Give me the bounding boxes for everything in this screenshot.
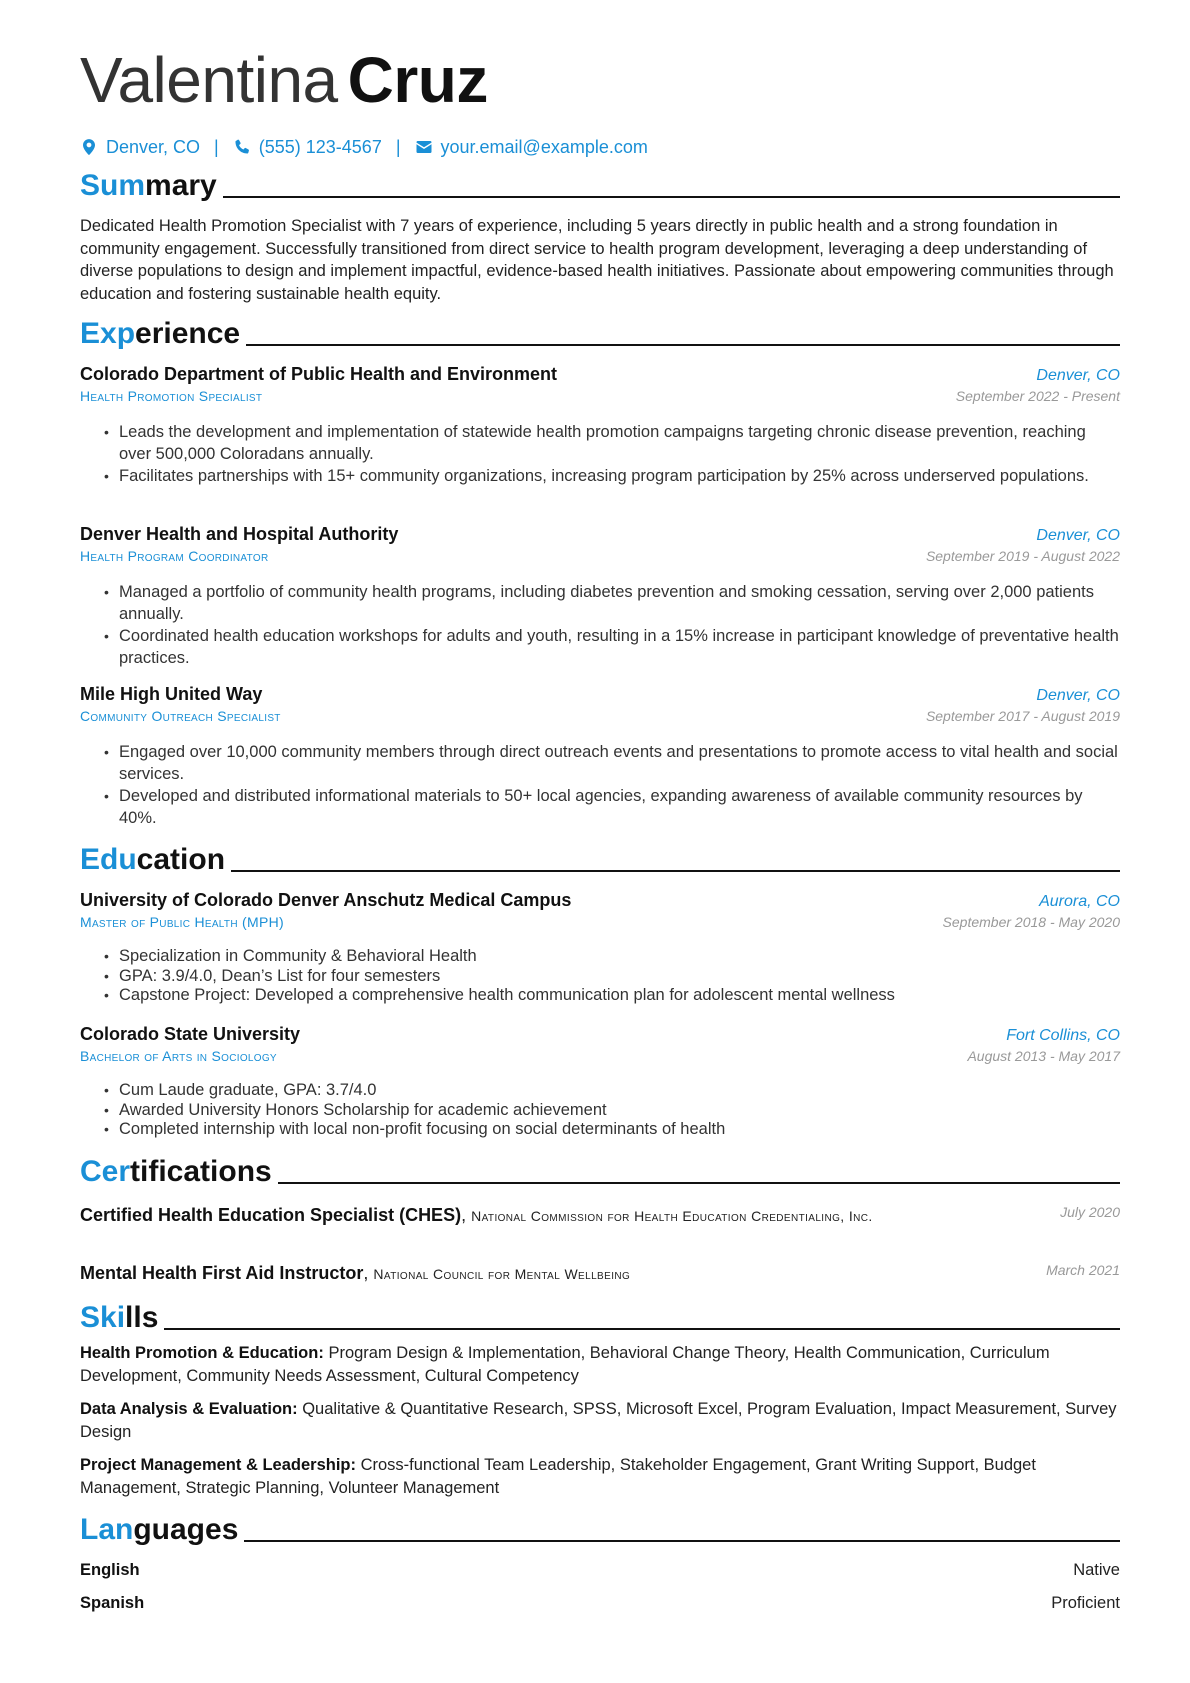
phone-icon (233, 138, 251, 156)
education-entry (80, 1024, 1120, 1140)
section-divider (278, 1182, 1120, 1184)
skill-category: Project Management & Leadership: (80, 1456, 356, 1474)
section-divider (164, 1328, 1120, 1330)
bullet-item: • Leads the development and implementation of statewide health promotion campaigns targeting chronic disease prevention, reaching over 500,000 Coloradans annually. (80, 421, 1120, 465)
skill-group (80, 1342, 1120, 1387)
candidate-name (80, 36, 488, 124)
section-title-summary (80, 164, 1120, 204)
language-level: Native (1073, 1561, 1120, 1579)
institution-name: University of Colorado Denver Anschutz Medical Campus (80, 890, 572, 910)
location-text: Denver, CO (106, 136, 201, 157)
phone-text: (555) 123-4567 (258, 136, 382, 157)
title-rest: guages (133, 1513, 239, 1546)
contact-location (80, 137, 200, 158)
organization-name: Colorado Department of Public Health and Environment (80, 364, 558, 384)
section-divider (223, 196, 1120, 198)
email-link: your.email@example.com (440, 136, 648, 157)
first-name: Valentina (80, 44, 338, 116)
entry-dates: September 2017 - August 2019 (925, 708, 1120, 724)
section-divider (246, 344, 1120, 346)
certification-date: March 2021 (1046, 1262, 1120, 1278)
certification-name: Mental Health First Aid Instructor (80, 1263, 364, 1283)
bullet-item: • Engaged over 10,000 community members through direct outreach events and presentations to promote access to vital health and social services. (80, 741, 1120, 785)
contact-separator: | (395, 136, 401, 157)
bullet-item: • Specialization in Community & Behavioral Health (80, 947, 1120, 967)
certification-entry (80, 1204, 1120, 1227)
section-title-certifications (80, 1150, 1120, 1190)
degree-title: Master of Public Health (MPH) (80, 914, 284, 930)
title-rest: mary (145, 169, 217, 202)
bullet-item: • Coordinated health education workshops for adults and youth, resulting in a 15% increase in participant knowledge of preventative health practices. (80, 625, 1120, 669)
skill-list: Cross-functional Team Leadership, Stakeholder Engagement, Grant Writing Support, Budget Management, Strategic Planning, Volunteer Management (80, 1456, 1036, 1497)
experience-entry (80, 524, 1120, 669)
bullet-item: • Completed internship with local non-profit focusing on social determinants of health (80, 1120, 1120, 1140)
section-divider (244, 1540, 1120, 1542)
entry-location: Denver, CO (1036, 367, 1120, 384)
section-title-skills (80, 1296, 1120, 1336)
section-title-experience (80, 312, 1120, 352)
skill-list: Program Design & Implementation, Behavioral Change Theory, Health Communication, Curriculum Development, Community Needs Assessment, Cultural Competency (80, 1344, 1050, 1385)
organization-name: Denver Health and Hospital Authority (80, 524, 399, 544)
section-divider (231, 870, 1120, 872)
language-name: Spanish (80, 1594, 145, 1612)
title-accent: Exp (80, 317, 136, 350)
certification-name: Certified Health Education Specialist (CHES) (80, 1205, 462, 1225)
bullet-item: • Cum Laude graduate, GPA: 3.7/4.0 (80, 1081, 1120, 1101)
bullet-item: • GPA: 3.9/4.0, Dean’s List for four semesters (80, 967, 1120, 987)
skill-group (80, 1398, 1120, 1443)
title-rest: lls (125, 1301, 159, 1334)
institution-name: Colorado State University (80, 1024, 301, 1044)
contact-email[interactable] (415, 137, 648, 158)
bullet-list (80, 421, 1120, 487)
bullet-item: • Facilitates partnerships with 15+ community organizations, increasing program participation by 25% across underserved populations. (80, 465, 1120, 487)
language-name: English (80, 1561, 140, 1579)
education-entry (80, 890, 1120, 1006)
title-accent: Lan (80, 1513, 134, 1546)
degree-title: Bachelor of Arts in Sociology (80, 1048, 277, 1064)
bullet-item: • Awarded University Honors Scholarship for academic achievement (80, 1101, 1120, 1121)
title-accent: Sum (80, 169, 146, 202)
title-accent: Ski (80, 1301, 126, 1334)
skill-group (80, 1454, 1120, 1499)
comma: , (461, 1205, 472, 1225)
title-rest: tifications (130, 1155, 272, 1188)
certification-date: July 2020 (1060, 1204, 1120, 1220)
language-level: Proficient (1051, 1594, 1120, 1612)
entry-dates: September 2018 - May 2020 (942, 914, 1120, 930)
summary-text: Dedicated Health Promotion Specialist with 7 years of experience, including 5 years directly in public health and a strong foundation in community engagement. Successfully transitioned from direct service to health program development, leveraging a deep understanding of diverse populations to design and implement impactful, evidence-based health initiatives. Passionate about empowering communities through education and fostering sustainable health equity. (80, 217, 1114, 303)
job-title: Health Program Coordinator (80, 548, 269, 564)
entry-dates: August 2013 - May 2017 (967, 1048, 1120, 1064)
experience-entry (80, 684, 1120, 829)
section-title-languages (80, 1508, 1120, 1548)
title-rest: cation (136, 843, 226, 876)
skill-category: Health Promotion & Education: (80, 1344, 324, 1362)
comma: , (363, 1263, 374, 1283)
entry-location: Denver, CO (1036, 527, 1120, 544)
job-title: Health Promotion Specialist (80, 388, 263, 404)
certification-issuer: National Commission for Health Education Credentialing, Inc. (471, 1208, 873, 1224)
contact-line (80, 133, 648, 161)
bullet-list (80, 1081, 1120, 1140)
bullet-item: • Capstone Project: Developed a comprehensive health communication plan for adolescent mental wellness (80, 986, 1120, 1006)
last-name: Cruz (347, 44, 488, 116)
section-title-education (80, 838, 1120, 878)
language-row (80, 1559, 1120, 1581)
title-accent: Edu (80, 843, 137, 876)
skill-category: Data Analysis & Evaluation: (80, 1400, 298, 1418)
bullet-list (80, 947, 1120, 1006)
language-row (80, 1592, 1120, 1614)
skill-list: Qualitative & Quantitative Research, SPSS, Microsoft Excel, Program Evaluation, Impact Measurement, Survey Design (80, 1400, 1117, 1441)
experience-entry (80, 364, 1120, 487)
contact-separator: | (214, 136, 219, 157)
organization-name: Mile High United Way (80, 684, 263, 704)
certification-entry (80, 1262, 1120, 1285)
certification-issuer: National Council for Mental Wellbeing (373, 1266, 631, 1282)
title-rest: erience (135, 317, 241, 350)
title-accent: Cer (80, 1155, 131, 1188)
bullet-item: • Developed and distributed informational materials to 50+ local agencies, expanding awareness of available community resources by 40%. (80, 785, 1120, 829)
entry-dates: September 2019 - August 2022 (925, 548, 1120, 564)
bullet-item: • Managed a portfolio of community health programs, including diabetes prevention and smoking cessation, serving over 2,000 patients annually. (80, 581, 1120, 625)
map-pin-icon (80, 138, 98, 156)
bullet-list (80, 581, 1120, 669)
job-title: Community Outreach Specialist (80, 708, 281, 724)
entry-location: Aurora, CO (1039, 893, 1120, 910)
bullet-list (80, 741, 1120, 829)
contact-phone[interactable] (233, 137, 382, 158)
entry-dates: September 2022 - Present (955, 388, 1120, 404)
entry-location: Fort Collins, CO (1006, 1027, 1120, 1044)
entry-location: Denver, CO (1036, 687, 1120, 704)
envelope-icon (415, 138, 433, 156)
